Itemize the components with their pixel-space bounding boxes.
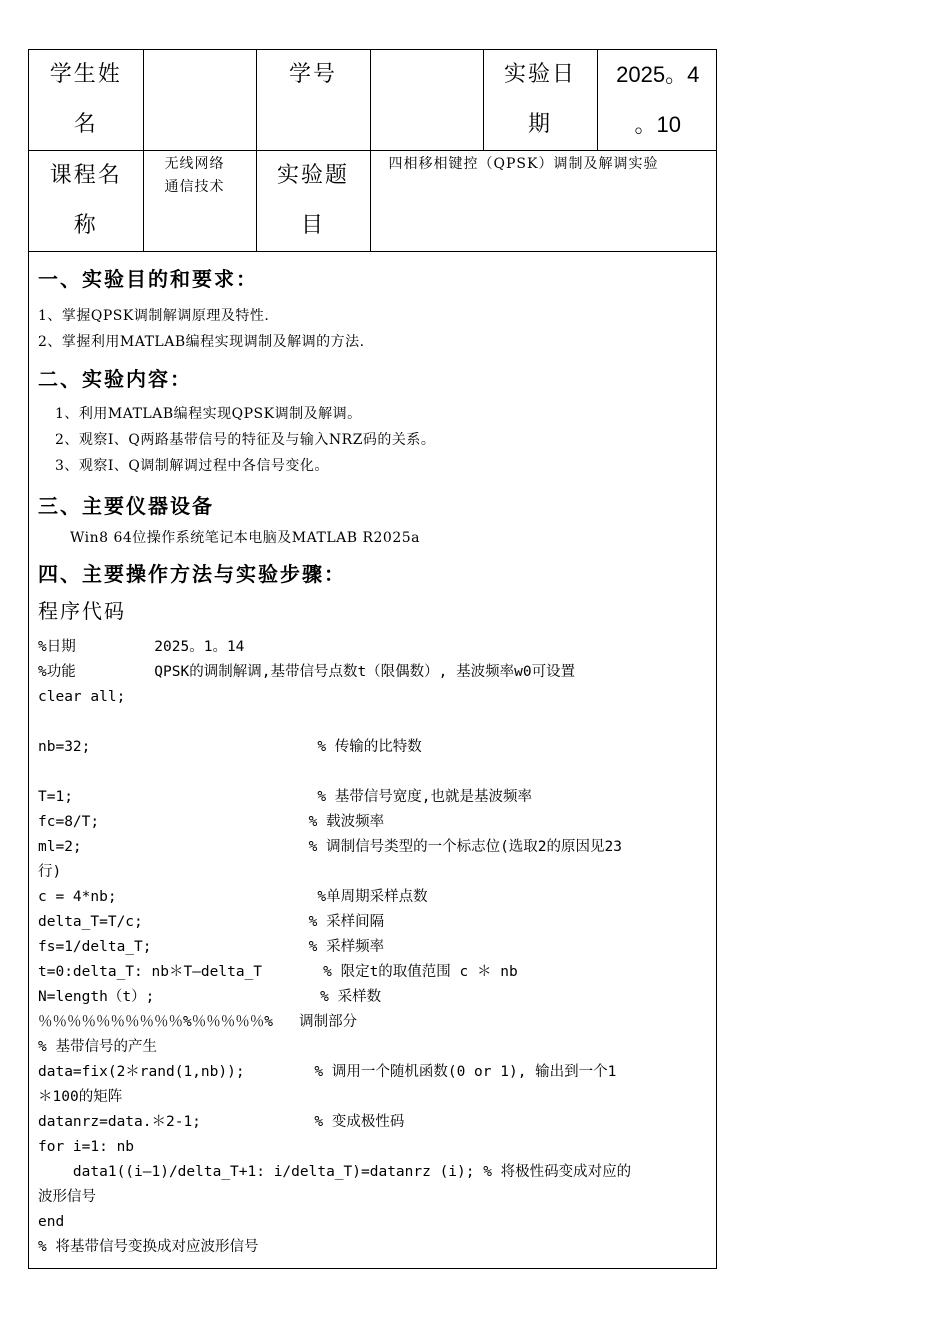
code-line: 行) [38,864,62,880]
section-2-item: 2、观察I、Q两路基带信号的特征及与输入NRZ码的关系。 [55,432,436,448]
course-value: 无线网络 通信技术 [143,151,256,252]
code-line: clear all; [38,689,126,705]
report-header-table [29,50,717,252]
code-line [38,760,716,785]
code-line: data=fix(2＊rand(1,nb)); % 调用一个随机函数(0 or 1), 输出到一个1 [38,1064,617,1080]
code-line: % 将基带信号变换成对应波形信号 [38,1239,259,1255]
code-line: ＊100的矩阵 [38,1089,123,1105]
student-id-label: 学号 [256,50,370,151]
code-line: ％％％％％％％％％％%％％％％％% 调制部分 [38,1014,358,1030]
lab-report-form [28,49,717,1269]
code-line: fs=1/delta_T; % 采样频率 [38,939,385,955]
exp-date-value: 2025。4 。10 [597,50,717,151]
matlab-code-block [38,625,716,1260]
section-1-item: 1、掌握QPSK调制解调原理及特性. [38,308,270,324]
course-label: 课程名 称 [29,151,143,252]
exp-title-value: 四相移相键控（QPSK）调制及解调实验 [370,151,717,252]
student-name-value [143,50,256,151]
code-line: data1((i—1)/delta_T+1: i/delta_T)=datanrz (i); % 将极性码变成对应的 [38,1164,632,1180]
code-line: t=0:delta_T: nb＊T—delta_T % 限定t的取值范围 c ＊ nb [38,964,518,980]
code-line: %功能 QPSK的调制解调,基带信号点数t（限偶数）, 基波频率w0可设置 [38,664,576,680]
code-line: 波形信号 [38,1189,96,1205]
code-line: for i=1: nb [38,1139,135,1155]
code-line: c = 4*nb; %单周期采样点数 [38,889,428,905]
code-line: delta_T=T/c; % 采样间隔 [38,914,385,930]
code-line: %日期 2025。1。14 [38,639,245,655]
section-1-item: 2、掌握利用MATLAB编程实现调制及解调的方法. [38,334,365,350]
section-3-title: 三、主要仪器设备 [38,494,214,518]
code-line: ml=2; % 调制信号类型的一个标志位(选取2的原因见23 [38,839,622,855]
code-line: N=length（t）; % 采样数 [38,989,382,1005]
exp-title-label: 实验题 目 [256,151,370,252]
student-name-label: 学生姓 名 [29,50,143,151]
code-line: datanrz=data.＊2-1; % 变成极性码 [38,1114,405,1130]
section-2-title: 二、实验内容： [38,367,192,391]
section-2-item: 3、观察I、Q调制解调过程中各信号变化。 [55,458,329,474]
code-line: end [38,1214,65,1230]
code-line: % 基带信号的产生 [38,1039,157,1055]
exp-date-label: 实验日 期 [483,50,597,151]
section-2-item: 1、利用MATLAB编程实现QPSK调制及解调。 [55,406,362,422]
section-4-title: 四、主要操作方法与实验步骤： [38,562,346,586]
student-id-value [370,50,483,151]
report-body [29,264,716,1260]
code-line [38,710,716,735]
section-4-subtitle: 程序代码 [38,599,126,623]
code-line: fc=8/T; % 载波频率 [38,814,385,830]
code-line: T=1; % 基带信号宽度,也就是基波频率 [38,789,533,805]
section-1-title: 一、实验目的和要求： [38,267,258,291]
section-3-text: Win8 64位操作系统笔记本电脑及MATLAB R2025a [70,530,420,546]
code-line: nb=32; % 传输的比特数 [38,739,422,755]
